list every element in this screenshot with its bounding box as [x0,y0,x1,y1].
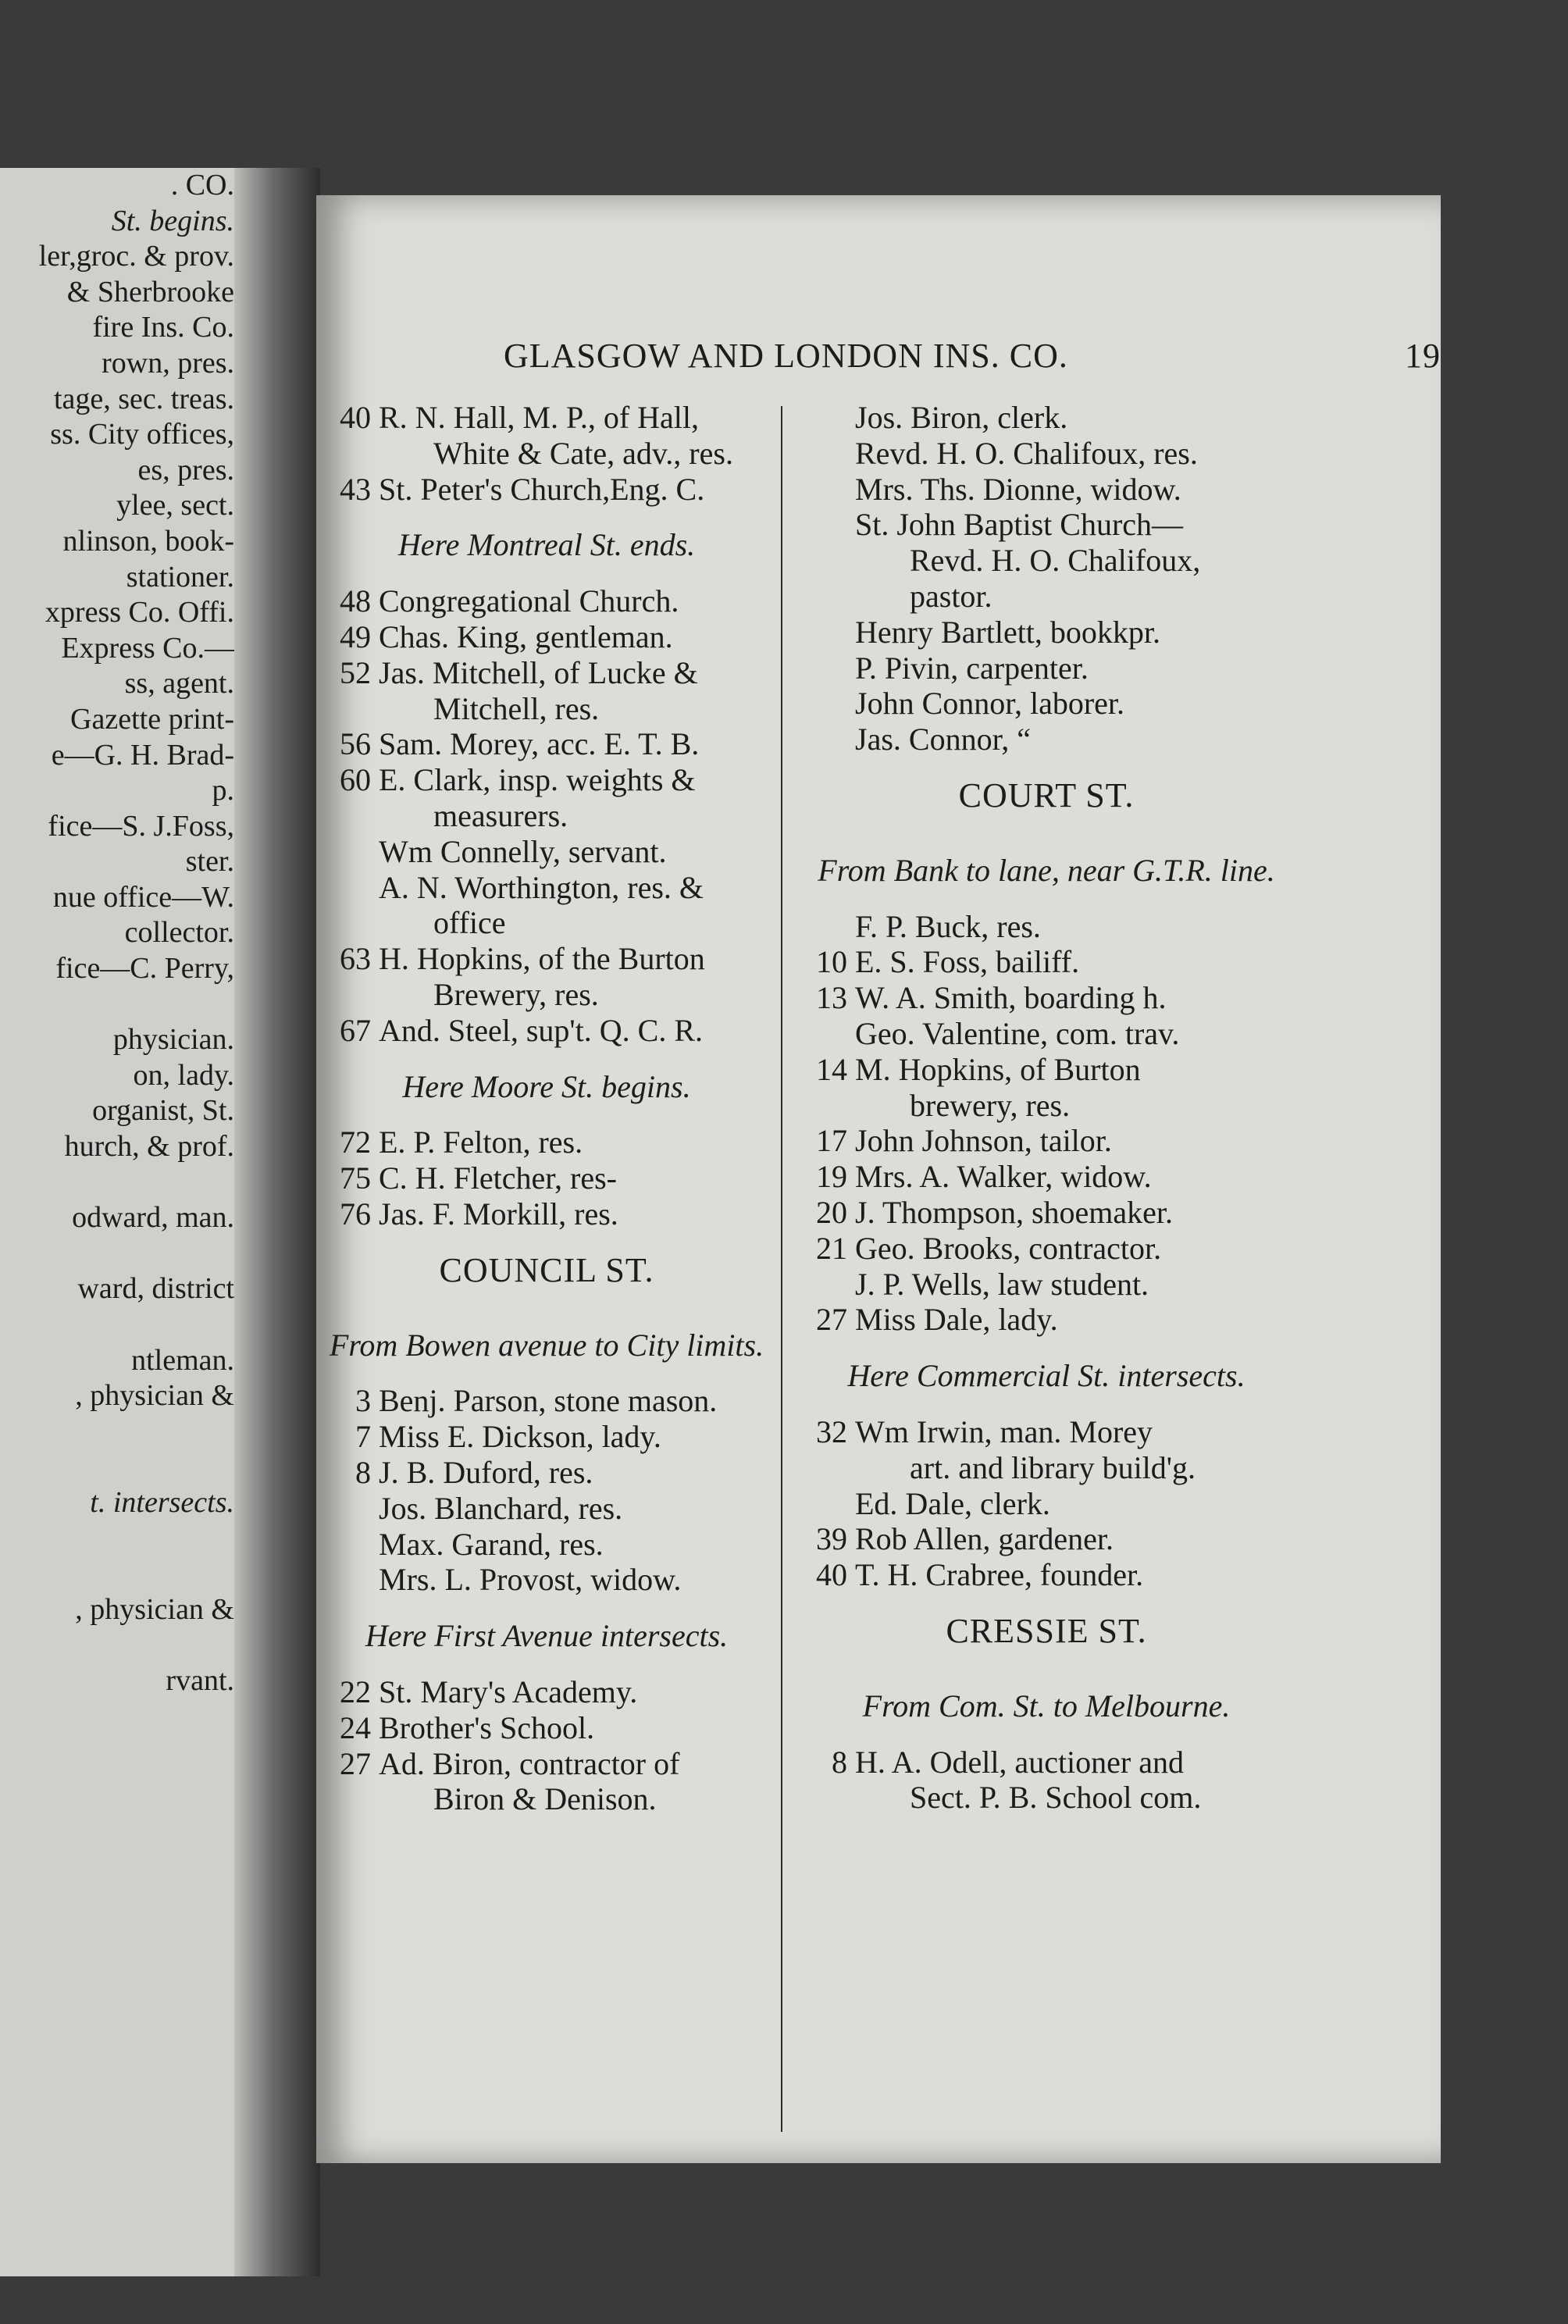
left-page-line: p. [212,774,234,807]
street-heading: COURT ST. [958,775,1135,814]
entry-text: M. Hopkins, of Burton [855,1051,1141,1087]
street-number: 10 [816,944,847,980]
entry-text: E. S. Foss, bailiff. [855,944,1080,980]
left-page-line: on, lady. [133,1058,234,1092]
directory-entry [793,651,1300,686]
directory-entry [316,1674,777,1710]
entry-text: Wm Irwin, man. Morey [855,1413,1153,1449]
left-page-line: e—G. H. Brad- [51,738,234,772]
entry-text: Geo. Valentine, com. trav. [855,1015,1180,1051]
street-number: 24 [340,1709,371,1745]
entry-continuation: Revd. H. O. Chalifoux, [910,543,1201,579]
directory-entry [793,1745,1300,1816]
street-number: 20 [816,1194,847,1230]
right-column [793,400,1300,1816]
entry-text: Mrs. L. Provost, widow. [379,1562,682,1598]
left-page-line: xpress Co. Offi. [45,596,234,629]
entry-text: Mrs. Ths. Dionne, widow. [855,471,1181,507]
left-page-line: t. intersects. [90,1485,234,1519]
street-number: 13 [816,980,847,1016]
entry-text: St. John Baptist Church— [855,507,1184,543]
left-page-line [0,1521,234,1557]
directory-entry [316,1383,777,1419]
directory-entry [793,944,1300,980]
entry-text: Jos. Biron, clerk. [855,400,1068,435]
left-page-line: collector. [124,916,234,950]
left-page-line: hurch, & prof. [64,1130,234,1164]
directory-entry [793,1195,1300,1231]
entry-text: Jos. Blanchard, res. [379,1490,623,1526]
street-number: 19 [816,1159,847,1195]
entry-text: Wm Connelly, servant. [379,833,667,869]
entry-continuation: office [433,905,506,941]
street-note: From Com. St. to Melbourne. [862,1688,1231,1723]
street-number: 60 [340,762,371,798]
left-page-line: tage, sec. treas. [53,382,234,415]
directory-entry [316,1746,777,1818]
book-gutter [234,168,320,2276]
directory-entry [316,655,777,727]
directory-entry [793,1267,1300,1303]
directory-entry [316,1491,777,1527]
left-page-line: rown, pres. [102,346,234,380]
street-number: 75 [340,1160,371,1196]
street-number: 49 [340,618,371,654]
entry-text: E. Clark, insp. weights & [379,762,696,798]
entry-text: Jas. Mitchell, of Lucke & [379,654,698,690]
directory-entry [316,1125,777,1160]
street-heading: CRESSIE ST. [946,1611,1147,1650]
street-number: 67 [340,1012,371,1048]
entry-text: John Johnson, tailor. [855,1123,1112,1159]
directory-entry [793,1052,1300,1124]
left-page-line: . CO. [170,169,234,201]
street-number: 27 [816,1302,847,1338]
directory-entry [316,1196,777,1232]
left-page-line [0,1556,234,1592]
directory-entry [316,834,777,870]
directory-entry [793,1231,1300,1267]
street-number: 56 [340,726,371,762]
directory-entry [793,1302,1300,1338]
entry-text: And. Steel, sup't. Q. C. R. [379,1012,703,1048]
left-page-line: ler,groc. & prov. [38,240,234,273]
entry-text: T. H. Crabree, founder. [855,1557,1144,1593]
page-header [504,336,1441,376]
left-page-line: ster. [185,845,234,879]
left-page-line: ntleman. [131,1343,234,1377]
directory-entry [316,762,777,834]
entry-text: W. A. Smith, boarding h. [855,980,1167,1016]
entry-text: J. Thompson, shoemaker. [855,1194,1174,1230]
street-number: 7 [355,1419,371,1455]
left-page-line [0,987,234,1023]
entry-text: P. Pivin, carpenter. [855,650,1089,686]
directory-entry [793,686,1300,722]
running-title: GLASGOW AND LONDON INS. CO. [504,337,1068,375]
left-page-line [0,1414,234,1450]
entry-text: H. Hopkins, of the Burton [379,941,705,977]
left-page-line: , physician & [75,1592,234,1626]
directory-entry [793,472,1300,508]
street-number: 52 [340,654,371,690]
street-note: From Bowen avenue to City limits. [329,1327,764,1363]
left-page-line: & Sherbrooke [66,275,234,308]
entry-text: John Connor, laborer. [855,686,1125,722]
entry-text: J. P. Wells, law student. [855,1266,1149,1302]
street-note: Here Montreal St. ends. [397,527,696,563]
directory-entry [793,1016,1300,1052]
left-page-line: nlinson, book- [62,524,234,558]
entry-text: Geo. Brooks, contractor. [855,1230,1162,1266]
left-page-text [0,168,234,1699]
directory-entry [316,1710,777,1746]
directory-entry [793,1521,1300,1557]
entry-text: St. Peter's Church,Eng. C. [379,471,705,507]
directory-entry [316,583,777,619]
directory-entry [793,615,1300,651]
directory-entry [793,507,1300,614]
directory-entry [793,980,1300,1016]
street-number: 39 [816,1521,847,1557]
entry-text: Mrs. A. Walker, widow. [855,1159,1152,1195]
entry-text: F. P. Buck, res. [855,908,1041,944]
left-page-line [0,1236,234,1272]
directory-entry [793,436,1300,472]
street-number: 43 [340,471,371,507]
entry-text: Revd. H. O. Chalifoux, res. [855,435,1198,471]
street-number: 72 [340,1125,371,1160]
entry-continuation: Biron & Denison. [433,1781,657,1817]
street-number: 63 [340,941,371,977]
left-page-line: fice—C. Perry, [55,952,234,986]
directory-entry [316,1160,777,1196]
entry-text: Sam. Morey, acc. E. T. B. [379,726,700,762]
directory-entry [793,1557,1300,1593]
directory-entry [793,1159,1300,1195]
street-number: 14 [816,1051,847,1087]
entry-continuation: pastor. [910,578,992,614]
entry-continuation: measurers. [433,797,568,833]
left-page-line: St. begins. [111,204,234,237]
directory-entry [316,472,777,508]
left-page-line: ward, district [77,1272,234,1306]
street-number: 3 [355,1383,371,1419]
entry-text: Jas. Connor, “ [855,722,1032,757]
directory-entry [316,1562,777,1598]
entry-text: Chas. King, gentleman. [379,618,673,654]
entry-text: H. A. Odell, auctioner and [855,1744,1184,1780]
street-note: Here Moore St. begins. [402,1068,691,1104]
street-number: 22 [340,1673,371,1709]
left-page-line: organist, St. [92,1094,234,1128]
directory-entry [316,726,777,762]
street-number: 32 [816,1413,847,1449]
directory-entry [793,1414,1300,1486]
entry-text: Benj. Parson, stone mason. [379,1383,718,1419]
entry-text: J. B. Duford, res. [379,1454,593,1490]
entry-text: Ad. Biron, contractor of [379,1745,680,1781]
street-number: 21 [816,1230,847,1266]
entry-text: Max. Garand, res. [379,1526,604,1562]
directory-entry [793,400,1300,436]
directory-entry [793,909,1300,945]
directory-entry [793,1486,1300,1522]
left-page-line: fice—S. J.Foss, [48,809,234,843]
directory-entry [316,619,777,655]
entry-text: Henry Bartlett, bookkpr. [855,614,1161,650]
street-number: 8 [355,1454,371,1490]
street-note: Here Commercial St. intersects. [847,1358,1245,1394]
entry-continuation: art. and library build'g. [910,1449,1196,1485]
entry-continuation: White & Cate, adv., res. [433,435,733,471]
entry-text: Ed. Dale, clerk. [855,1485,1050,1521]
street-heading: COUNCIL ST. [439,1250,654,1289]
entry-text: E. P. Felton, res. [379,1125,583,1160]
street-number: 76 [340,1196,371,1232]
entry-continuation: brewery, res. [910,1087,1071,1123]
directory-entry [316,870,777,942]
left-page-line: es, pres. [137,453,234,487]
left-page-line [0,1165,234,1201]
entry-text: Jas. F. Morkill, res. [379,1196,618,1232]
directory-entry [316,1419,777,1455]
street-note: From Bank to lane, near G.T.R. line. [818,852,1275,888]
entry-text: C. H. Fletcher, res- [379,1160,617,1196]
directory-entry [793,722,1300,757]
left-page-line [0,1307,234,1343]
entry-text: Congregational Church. [379,583,679,619]
directory-page [316,195,1441,2163]
left-page-line: , physician & [75,1379,234,1413]
left-page-line: fire Ins. Co. [92,311,234,344]
left-page-line [0,1449,234,1485]
entry-text: Brother's School. [379,1709,595,1745]
entry-text: Rob Allen, gardener. [855,1521,1114,1557]
street-number: 27 [340,1745,371,1781]
left-page-line: Express Co.— [61,631,234,665]
left-page-line: nue office—W. [52,880,234,914]
street-number: 17 [816,1123,847,1159]
left-page-line: ylee, sect. [116,489,234,522]
left-page-line: ss, agent. [124,667,234,700]
street-number: 8 [832,1744,847,1780]
left-page-line: rvant. [166,1663,234,1697]
street-number: 48 [340,583,371,619]
entry-text: R. N. Hall, M. P., of Hall, [379,400,699,435]
street-number: 40 [816,1557,847,1593]
street-note: Here First Avenue intersects. [365,1618,729,1654]
directory-entry [316,941,777,1013]
left-page-line: stationer. [126,560,234,593]
entry-continuation: Mitchell, res. [433,690,600,726]
entry-continuation: Sect. P. B. School com. [910,1780,1202,1816]
page-number: 19 [1405,337,1441,375]
entry-text: St. Mary's Academy. [379,1673,638,1709]
left-page-line [0,1627,234,1663]
entry-text: Miss E. Dickson, lady. [379,1419,661,1455]
entry-continuation: Brewery, res. [433,976,599,1012]
entry-text: A. N. Worthington, res. & [379,869,704,905]
column-rule [781,406,782,2132]
left-column [316,400,777,1817]
directory-entry [316,1455,777,1491]
left-page-line: Gazette print- [70,702,234,736]
directory-entry [316,1013,777,1049]
directory-entry [316,400,777,472]
street-number: 40 [340,400,371,435]
left-page-line: ss. City offices, [50,418,234,451]
left-page-line: physician. [112,1023,234,1057]
entry-text: Miss Dale, lady. [855,1302,1058,1338]
directory-entry [793,1123,1300,1159]
directory-entry [316,1527,777,1563]
left-page-line: odward, man. [72,1201,234,1235]
